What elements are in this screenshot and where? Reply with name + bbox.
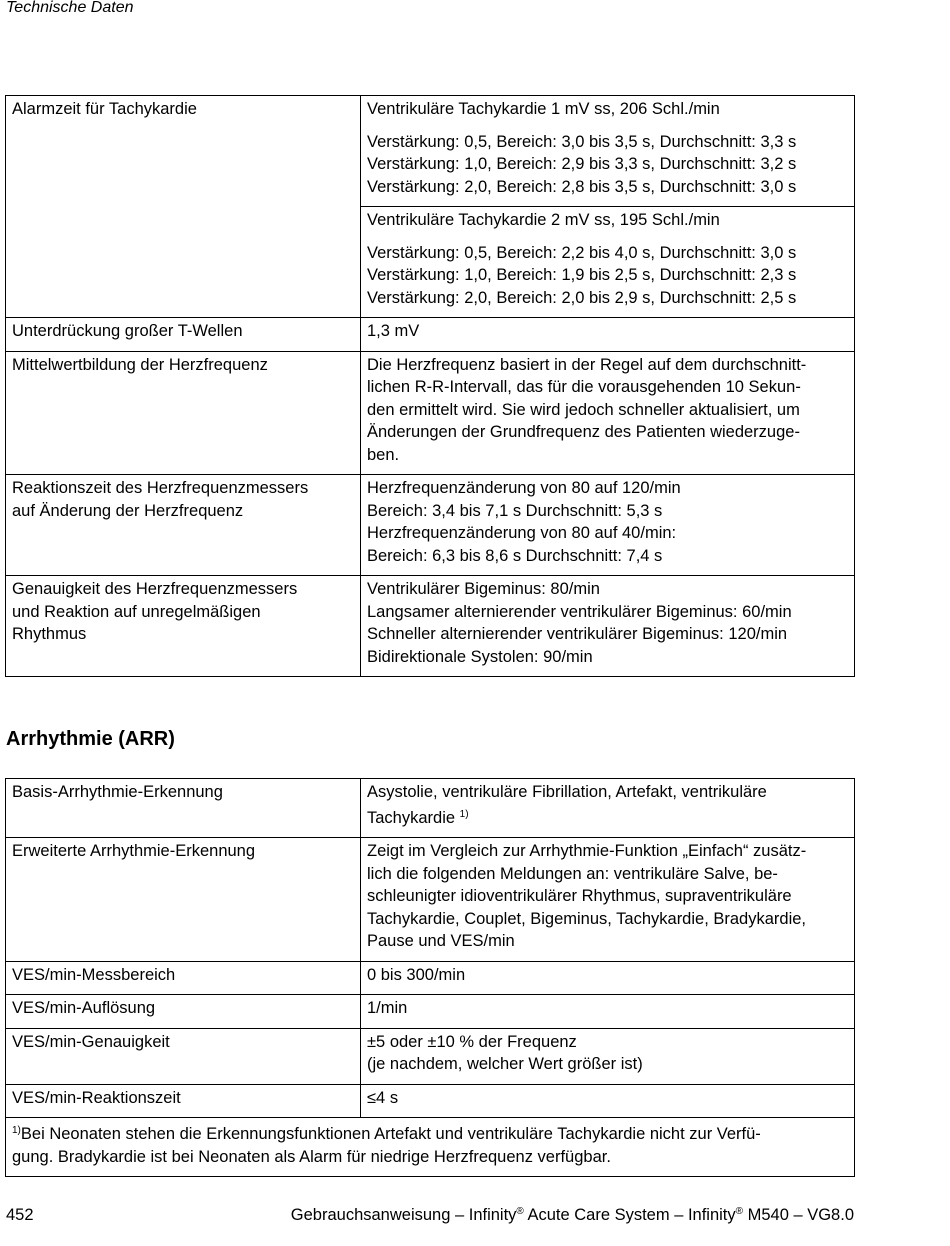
tachy-block-2-heading: Ventrikuläre Tachykardie 2 mV ss, 195 Schl./min xyxy=(367,211,720,229)
tachy-block-2 xyxy=(361,206,854,317)
text-line: Bidirektionale Systolen: 90/min xyxy=(367,647,593,666)
table-row xyxy=(6,475,855,576)
heart-rate-spec-table xyxy=(5,95,855,677)
text-line: Verstärkung: 0,5, Bereich: 3,0 bis 3,5 s, Durchschnitt: 3,3 s xyxy=(367,132,797,151)
footnote-ref: 1) xyxy=(459,808,469,820)
footnote-row xyxy=(6,1118,855,1177)
text-line xyxy=(367,804,848,830)
text-line: und Reaktion auf unregelmäßigen xyxy=(12,602,261,621)
arrhythmia-spec-table xyxy=(5,778,855,1177)
row-value: 1,3 mV xyxy=(361,318,855,352)
text-line: Ventrikulärer Bigeminus: 80/min xyxy=(367,580,600,598)
table-row xyxy=(6,1028,855,1084)
row-value xyxy=(361,576,855,677)
text-line: Tachykardie, Couplet, Bigeminus, Tachykardie, Bradykardie, xyxy=(367,909,806,928)
text-line: Reaktionszeit des Herzfrequenzmessers xyxy=(12,479,309,497)
table-row xyxy=(6,961,855,995)
text-line: gung. Bradykardie ist bei Neonaten als Alarm für niedrige Herzfrequenz verfügbar. xyxy=(12,1147,611,1166)
row-value xyxy=(361,838,855,962)
text-line: Genauigkeit des Herzfrequenzmessers xyxy=(12,580,298,598)
row-label: Mittelwertbildung der Herzfrequenz xyxy=(6,351,361,475)
tachy-block-1 xyxy=(367,96,848,206)
text-line: (je nachdem, welcher Wert größer ist) xyxy=(367,1055,643,1073)
row-value xyxy=(361,1028,855,1084)
text-line: Zeigt im Vergleich zur Arrhythmie-Funktion „Einfach“ zusätz- xyxy=(367,842,807,860)
row-value xyxy=(361,779,855,838)
text-line: Verstärkung: 1,0, Bereich: 1,9 bis 2,5 s, Durchschnitt: 2,3 s xyxy=(367,266,797,284)
text-line: den ermittelt wird. Sie wird jedoch schneller aktualisiert, um xyxy=(367,400,800,419)
text-line: Schneller alternierender ventrikulärer Bigeminus: 120/min xyxy=(367,625,788,643)
text-line: schleunigter idioventrikulärer Rhythmus, supraventrikuläre xyxy=(367,887,792,905)
row-label: Alarmzeit für Tachykardie xyxy=(6,96,361,318)
text-line: Herzfrequenzänderung von 80 auf 40/min: xyxy=(367,524,677,542)
text-line: Verstärkung: 1,0, Bereich: 2,9 bis 3,3 s, Durchschnitt: 3,2 s xyxy=(367,155,797,173)
text-line: Änderungen der Grundfrequenz des Patienten wiederzuge- xyxy=(367,423,800,441)
row-label: VES/min-Auflösung xyxy=(6,995,361,1029)
document-title xyxy=(291,1206,854,1225)
row-value: 0 bis 300/min xyxy=(361,961,855,995)
table-row xyxy=(6,1084,855,1118)
text-fragment: Bei Neonaten stehen die Erkennungsfunktionen Artefakt und ventrikuläre Tachykardie nicht zur Verfü- xyxy=(20,1125,761,1143)
table-row xyxy=(6,576,855,677)
text-line: lichen R-R-Intervall, das für die vorausgehenden 10 Sekun- xyxy=(367,378,801,396)
table-row xyxy=(6,779,855,838)
table-row xyxy=(6,351,855,475)
row-label: VES/min-Genauigkeit xyxy=(6,1028,361,1084)
row-value xyxy=(361,351,855,475)
row-label: Basis-Arrhythmie-Erkennung xyxy=(6,779,361,838)
text-line: Bereich: 3,4 bis 7,1 s Durchschnitt: 5,3 s xyxy=(367,501,663,520)
row-label: Erweiterte Arrhythmie-Erkennung xyxy=(6,838,361,962)
text-line: Die Herzfrequenz basiert in der Regel auf dem durchschnitt- xyxy=(367,355,807,374)
text-line: Asystolie, ventrikuläre Fibrillation, Artefakt, ventrikuläre xyxy=(367,783,767,801)
section-heading: Arrhythmie (ARR) xyxy=(6,728,175,750)
text-line: Verstärkung: 0,5, Bereich: 2,2 bis 4,0 s, Durchschnitt: 3,0 s xyxy=(367,243,797,262)
row-value xyxy=(361,96,855,318)
row-label: VES/min-Reaktionszeit xyxy=(6,1084,361,1118)
row-label xyxy=(6,576,361,677)
text-fragment: Gebrauchsanweisung – Infinity xyxy=(290,1206,517,1224)
row-label xyxy=(6,475,361,576)
table-row xyxy=(6,96,855,318)
tachy-block-1-heading: Ventrikuläre Tachykardie 1 mV ss, 206 Schl./min xyxy=(367,100,720,118)
text-line xyxy=(12,1120,848,1146)
row-label: Unterdrückung großer T-Wellen xyxy=(6,318,361,352)
text-line: Herzfrequenzänderung von 80 auf 120/min xyxy=(367,479,681,497)
footnote-marker: 1) xyxy=(12,1125,21,1136)
running-header: Technische Daten xyxy=(6,0,134,16)
text-fragment: M540 – VG8.0 xyxy=(743,1206,854,1224)
text-line: Pause und VES/min xyxy=(367,932,515,950)
text-line: Bereich: 6,3 bis 8,6 s Durchschnitt: 7,4 s xyxy=(367,546,663,565)
row-value xyxy=(361,475,855,576)
row-value: 1/min xyxy=(361,995,855,1029)
text-line: Verstärkung: 2,0, Bereich: 2,8 bis 3,5 s, Durchschnitt: 3,0 s xyxy=(367,177,797,196)
text-line: ±5 oder ±10 % der Frequenz xyxy=(367,1032,577,1051)
text-line: Rhythmus xyxy=(12,625,87,643)
text-line: auf Änderung der Herzfrequenz xyxy=(12,501,244,520)
table-row xyxy=(6,995,855,1029)
text-fragment: Tachykardie xyxy=(367,808,456,827)
text-fragment: Acute Care System – Infinity xyxy=(523,1206,736,1224)
text-line: Verstärkung: 2,0, Bereich: 2,0 bis 2,9 s, Durchschnitt: 2,5 s xyxy=(367,288,797,307)
text-line: ben. xyxy=(367,445,400,464)
text-line: Langsamer alternierender ventrikulärer Bigeminus: 60/min xyxy=(367,602,792,621)
row-label: VES/min-Messbereich xyxy=(6,961,361,995)
row-value: ≤4 s xyxy=(361,1084,855,1118)
table-row xyxy=(6,838,855,962)
page-number: 452 xyxy=(6,1206,34,1224)
text-line: lich die folgenden Meldungen an: ventrikuläre Salve, be- xyxy=(367,864,778,883)
table-row xyxy=(6,318,855,352)
registered-mark: ® xyxy=(516,1206,524,1217)
footnote xyxy=(6,1118,855,1177)
registered-mark: ® xyxy=(735,1206,744,1217)
